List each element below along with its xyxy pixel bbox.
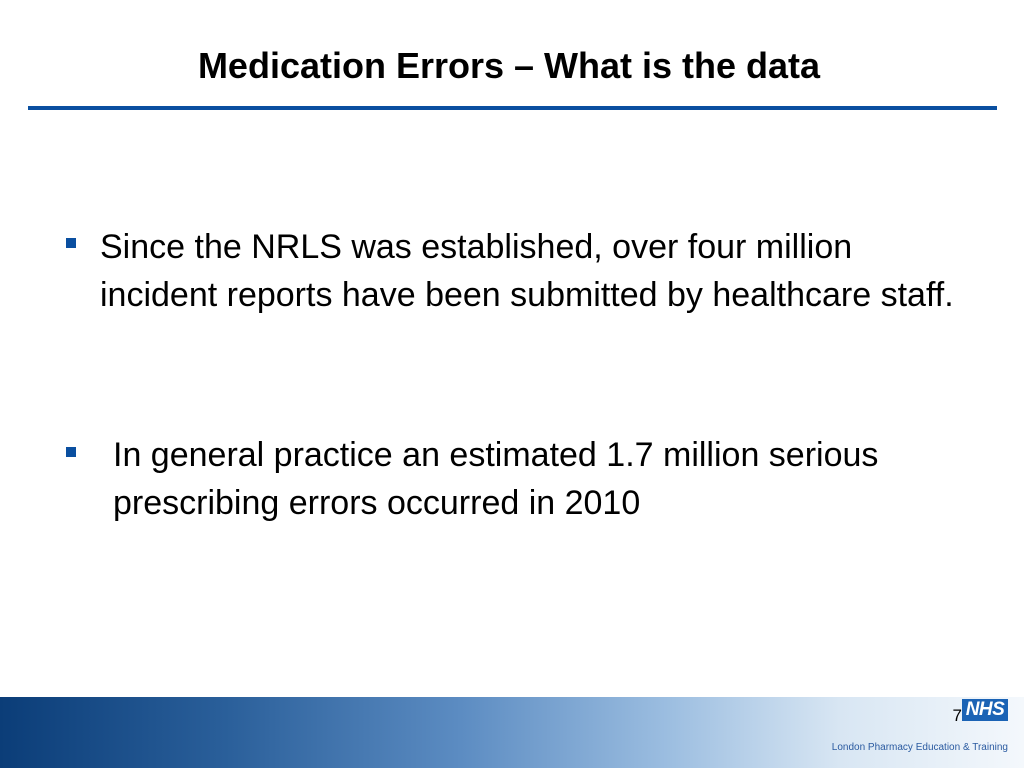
organization-name: London Pharmacy Education & Training	[831, 742, 1008, 753]
bullet-text: In general practice an estimated 1.7 million serious prescribing errors occurred in 2010	[113, 436, 879, 522]
bullet-text: Since the NRLS was established, over four million incident reports have been submitted by healthcare staff.	[100, 228, 954, 314]
footer-gradient-band	[0, 697, 1024, 768]
page-number: 7	[952, 706, 962, 725]
square-bullet-icon	[66, 238, 76, 248]
square-bullet-icon	[66, 447, 76, 457]
nhs-logo: NHS	[962, 699, 1008, 721]
slide-title: Medication Errors – What is the data	[197, 45, 821, 86]
